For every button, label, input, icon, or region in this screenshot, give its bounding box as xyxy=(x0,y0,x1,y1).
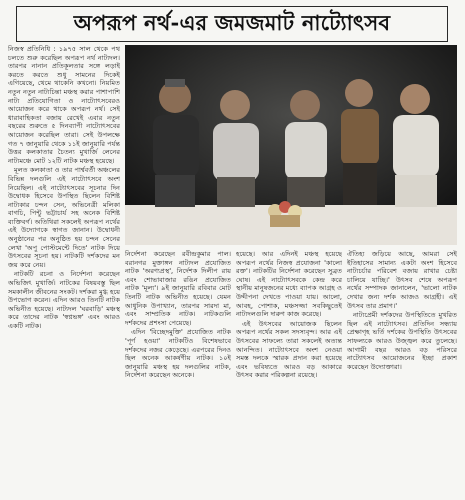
paragraph: নাট্যপ্রেমী দর্শকদের উপস্থিতিতে মুখরিত ছিল এই নাট্যোৎসব। প্রতিদিন সন্ধ্যায় প্রেক্ষাগৃহ ভর্তি দর্শকের উপস্থিতি উৎসবের সাফল্যকে আরও উজ্জ্বল করে তুলেছে। আগামী বছর আরও বড় পরিসরে নাট্যোৎসব আয়োজনের ইচ্ছা প্রকাশ করেছেন উদ্যোক্তারা। xyxy=(347,311,457,371)
event-photo xyxy=(125,45,457,245)
article-column-mid2 xyxy=(236,250,342,495)
paragraph: নাটকটি রচনা ও নির্দেশনা করেছেন অভিজিৎ মুখার্জি। নাটকের বিষয়বস্তু ছিল সমকালীন জীবনের সংকট। দর্শকরা মুগ্ধ হয়ে উপভোগ করেন। এদিন আরও তিনটি নাটক অভিনীত হয়েছে। নাট্যদল 'ঘরবাড়ি' মঞ্চস্থ করে তাদের নাটক 'স্বপ্নভঙ্গ' এবং আরও একটি নাটক। xyxy=(8,270,120,330)
paragraph: মূলত কলকাতা ও তার পার্শ্ববর্তী অঞ্চলের বিভিন্ন দলগুলি এই নাট্যোৎসবে অংশ নিয়েছিল। এই নাট্যোৎসবের সূচনার দিন উদ্বোধক হিসেবে উপস্থিত ছিলেন বিশিষ্ট নাট্যকার চন্দন সেন, অভিনেত্রী মলিকা বাগচি, পিন্টু ভট্টাচার্য সহ অনেক বিশিষ্ট ব্যক্তিবর্গ। অতিথিরা সকলেই অপরূপ নর্থের এই উদ্যোগকে স্বাগত জানান। উদ্বোধনী অনুষ্ঠানের পর অনুষ্ঠিত হয় চন্দন সেনের লেখা 'অপু পোস্টমেন্টে দিতে' নাটক দিয়ে উৎসবের সূচনা হয়। নাটকটি দর্শকদের মন জয় করে নেয়। xyxy=(8,166,120,269)
paragraph: এদিন 'বিচ্ছেদমুক্তি' প্রযোজিত নাটক 'পূর্ণ হওয়া' নাটকটিও বিশেষভাবে দর্শকদের নজর কেড়েছে। এরপরের দিনও ছিল অনেক আকর্ষণীয় নাটক। ১০ই জানুয়ারি মঞ্চস্থ হয় দলগুলির নাটক, নির্দেশনা করেছেন অনেকে। xyxy=(125,328,231,380)
headline-box xyxy=(16,6,448,42)
paragraph: নিজস্ব প্রতিনিধি : ১৯৭৫ সাল থেকে পথ চলতে শুরু করেছিল অপরূপ নর্থ নাট্যদল। তারপর নানান প্রতিকূলতার সঙ্গে লড়াই করতে করতে শুধু সামনের দিকেই এগিয়েছে, থেমে থাকেনি কখনো। নিয়মিত নতুন নতুন নাট্যচিন্তা মঞ্চস্থ করার পাশাপাশি নাট্য প্রতিযোগিতা ও নাট্যোৎসবেরও আয়োজন করে থাকে অপরূপ নর্থ। সেই ধারাবাহিকতা বজায় রেখেই এবার নতুন বছরের শুরুতে ৫ দিনব্যাপী নাট্যোৎসবের আয়োজন করেছিল তারা। সেই উপলক্ষে গত ৭ জানুয়ারি থেকে ১১ই জানুয়ারি পর্যন্ত উত্তর কলকাতার চৈতন্য মুখার্জি লেনের নাট্যমঞ্চে মোট ১২টি নাটক মঞ্চস্থ হয়েছে। xyxy=(8,45,120,165)
article-column-right xyxy=(347,250,457,495)
paragraph: নির্দেশনা করেছেন রবীন্দ্রকুমার পাল। বরানগর মুক্তাঙ্গন নাট্যদল প্রযোজিত নাটক 'অরণ্যপ্রস্থ', নির্দেশক দিলীপ রায় এবং শোভাবাজার রঙিন প্রযোজিত নাটক 'মূল্য'। ৯ই জানুয়ারি রবিবার মোট তিনটি নাটক অভিনীত হয়েছে। যেমন আধুনিক উপাখ্যান, তারপর সারদা মা, এবং সাম্প্রতিক নাটক। নাটকগুলি দর্শকদের প্রশংসা পেয়েছে। xyxy=(125,250,231,327)
paragraph: এই উৎসবের আয়োজক ছিলেন অপরূপ নর্থের সকল সদস্যবৃন্দ। আর এই উৎসবের সাফল্যে তারা সকলেই অত্যন্ত আনন্দিত। নাট্যোৎসবে অংশ নেওয়া সমস্ত দলকে স্মারক প্রদান করা হয়েছে এবং ভবিষ্যতে আরও বড় আকারে উৎসব করার পরিকল্পনা রয়েছে। xyxy=(236,319,342,380)
paragraph: ঐতিহ্য জড়িয়ে আছে, আমরা সেই ইতিহাসের সামান্য একটা অংশ হিসেবে নাট্যচর্চার পরিবেশ বজায় রাখার চেষ্টা চালিয়ে যাচ্ছি।' উৎসব শেষে অপরূপ নর্থের সম্পাদক জানালেন, 'ভালো নাটক দেখার জন্য দর্শক আজও আগ্রহী। এই উৎসব তার প্রমাণ।' xyxy=(347,250,457,310)
article-column-left xyxy=(8,45,120,495)
stage-photo-illustration xyxy=(125,45,457,245)
article-column-mid1 xyxy=(125,250,231,495)
paragraph: হয়েছে। আর এদিনই মঞ্চস্থ হয়েছে অপরূপ নর্থের নিজস্ব প্রযোজনা 'কালো রক্ত'। নাটকটির নির্দেশনা করেছেন সুব্রত ঘোষ। এই নাট্যোৎসবকে কেন্দ্র করে স্থানীয় মানুষজনের মধ্যে ব্যাপক আগ্রহ ও উদ্দীপনা দেখতে পাওয়া যায়। আলো, আবহ, পোশাক, মঞ্চসজ্জা সবকিছুতেই নাট্যদলগুলি দারুণ কাজ করেছে। xyxy=(236,250,342,319)
headline: অপরূপ নর্থ-এর জমজমাট নাট্যোৎসব xyxy=(73,9,391,35)
